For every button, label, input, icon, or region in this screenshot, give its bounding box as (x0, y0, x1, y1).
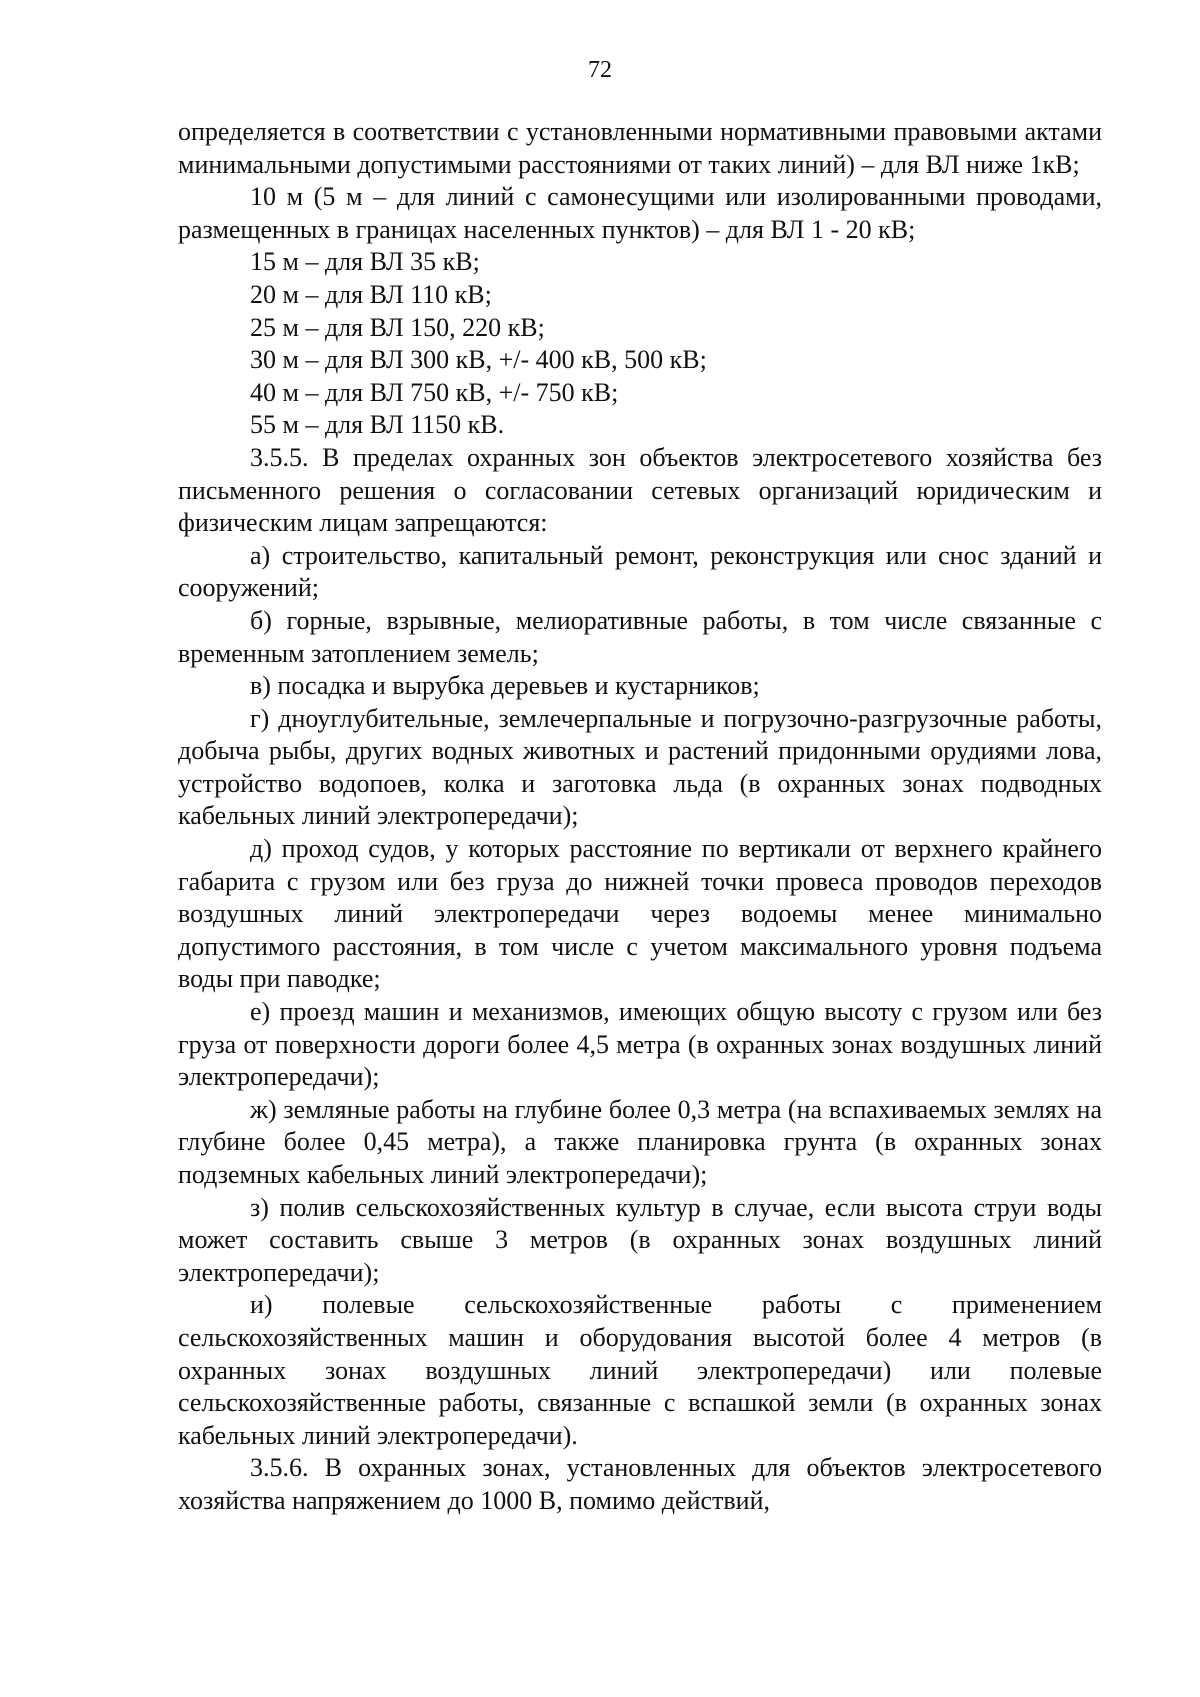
list-item-e: е) проезд машин и механизмов, имеющих общую высоту с грузом или без груза от поверхности дороги более 4,5 метра (в охранных зонах воздушных линий электропередачи); (178, 997, 1102, 1092)
distance-item-55m: 55 м – для ВЛ 1150 кВ. (250, 410, 505, 440)
list-item-v: в) посадка и вырубка деревьев и кустарников; (250, 671, 760, 701)
distance-item-20m: 20 м – для ВЛ 110 кВ; (250, 279, 492, 309)
distance-item-15m: 15 м – для ВЛ 35 кВ; (250, 247, 480, 277)
document-body (178, 116, 1102, 1518)
distance-item-25m: 25 м – для ВЛ 150, 220 кВ; (250, 312, 545, 342)
list-item-b: б) горные, взрывные, мелиоративные работы, в том числе связанные с временным затоплением земель; (178, 605, 1102, 668)
list-item-a: а) строительство, капитальный ремонт, реконструкция или снос зданий и сооружений; (178, 540, 1102, 603)
list-item-i: и) полевые сельскохозяйственные работы с применением сельскохозяйственных машин и оборудования высотой более 4 метров (в охранных зонах воздушных линий электропередачи) или полевые сельскохозяйственные работы, связанные с вспашкой земли (в охранных зонах кабельных линий электропередачи). (178, 1290, 1102, 1450)
paragraph-continuation: определяется в соответствии с установленными нормативными правовыми актами минимальными допустимыми расстояниями от таких линий) – для ВЛ ниже 1кВ; (178, 117, 1102, 179)
section-3-5-5: 3.5.5. В пределах охранных зон объектов электросетевого хозяйства без письменного решения о согласовании сетевых организаций юридическим и физическим лицам запрещаются: (178, 442, 1102, 538)
section-3-5-6: 3.5.6. В охранных зонах, установленных для объектов электросетевого хозяйства напряжением до 1000 В, помимо действий, (178, 1453, 1102, 1515)
list-item-z: з) полив сельскохозяйственных культур в случае, если высота струи воды может составить свыше 3 метров (в охранных зонах воздушных линий электропередачи); (178, 1192, 1102, 1287)
distance-item-30m: 30 м – для ВЛ 300 кВ, +/- 400 кВ, 500 кВ; (250, 345, 707, 375)
paragraph-distance-10m: 10 м (5 м – для линий с самонесущими или изолированными проводами, размещенных в границах населенных пунктов) – для ВЛ 1 - 20 кВ; (178, 182, 1102, 244)
list-item-g: г) дноуглубительные, землечерпальные и погрузочно-разгрузочные работы, добыча рыбы, других водных животных и растений придонными орудиями лова, устройство водопоев, колка и заготовка льда (в охранных зонах подводных кабельных линий электропередачи); (178, 703, 1102, 831)
list-item-zh: ж) земляные работы на глубине более 0,3 метра (на вспахиваемых землях на глубине более 0,45 метра), а также планировка грунта (в охранных зонах подземных кабельных линий электропередачи); (178, 1094, 1102, 1189)
distance-item-40m: 40 м – для ВЛ 750 кВ, +/- 750 кВ; (250, 377, 619, 407)
page-number: 72 (588, 57, 612, 83)
list-item-d: д) проход судов, у которых расстояние по вертикали от верхнего крайнего габарита с грузом или без груза до нижней точки провеса проводов переходов воздушных линий электропередачи через водоемы менее минимально допустимого расстояния, в том числе с учетом максимального уровня подъема воды при паводке; (178, 834, 1102, 994)
